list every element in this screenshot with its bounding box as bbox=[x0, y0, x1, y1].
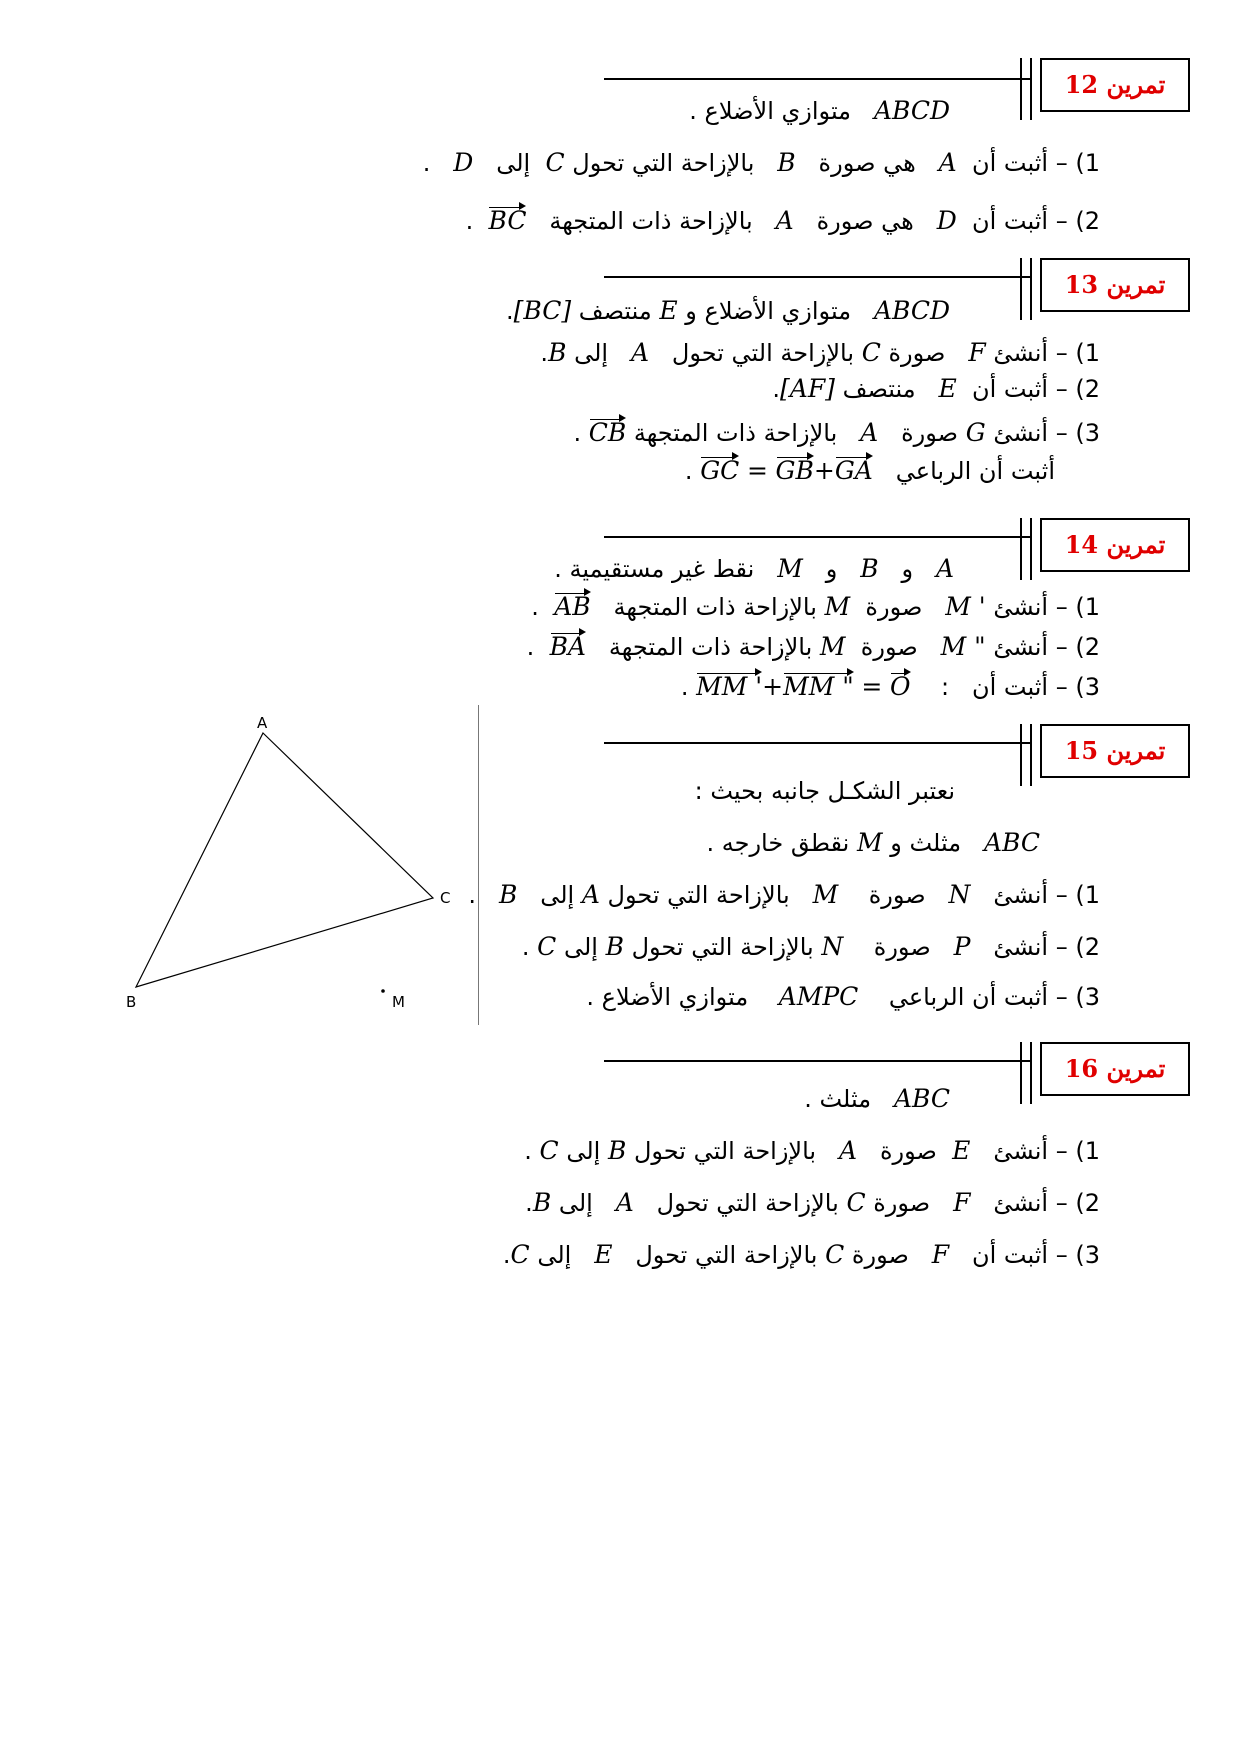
exercise-title-15: تمرين 15 bbox=[1040, 724, 1190, 778]
point-label-m: M bbox=[392, 993, 405, 1011]
figure-separator bbox=[478, 705, 479, 1025]
header-bar bbox=[1030, 724, 1032, 786]
ex12-question-1: 1) – أثبت أن A هي صورة B بالإزاحة التي تحول C إلى D . bbox=[422, 148, 1100, 177]
header-bar bbox=[1020, 518, 1022, 580]
ex16-question-2: 2) – أنشئ F صورة C بالإزاحة التي تحول A إلى B. bbox=[525, 1188, 1100, 1217]
ex15-question-2: 2) – أنشئ P صورة N بالإزاحة التي تحول B إلى C . bbox=[521, 932, 1100, 961]
ex16-intro: ABC مثلث . bbox=[804, 1084, 950, 1113]
header-bar bbox=[1030, 1042, 1032, 1104]
ex14-intro: A و B و M نقط غير مستقيمية . bbox=[554, 554, 954, 583]
vertex-label-a: A bbox=[257, 714, 268, 732]
exercise-title-12: تمرين 12 bbox=[1040, 58, 1190, 112]
ex13-intro: ABCD متوازي الأضلاع و E منتصف [BC]. bbox=[505, 296, 950, 325]
ex15-intro-1: نعتبر الشكـل جانبه بحيث : bbox=[694, 777, 955, 805]
ex14-question-2: 2) – أنشئ M " صورة M بالإزاحة ذات المتجهة BA . bbox=[526, 632, 1100, 661]
ex15-intro-2: ABC مثلث و M نقطق خارجه . bbox=[706, 828, 1040, 857]
vector: CB bbox=[588, 418, 627, 447]
header-rule bbox=[604, 1060, 1030, 1062]
exercise-title-13: تمرين 13 bbox=[1040, 258, 1190, 312]
vertex-label-c: C bbox=[440, 889, 451, 907]
ex12-intro: ABCD متوازي الأضلاع . bbox=[689, 96, 950, 125]
vector: AB bbox=[554, 592, 591, 621]
vector: MM " bbox=[783, 672, 854, 701]
ex14-question-3: 3) – أثبت أن : MM '+MM " = O . bbox=[680, 672, 1100, 701]
header-bar bbox=[1030, 58, 1032, 120]
ex15-question-1: 1) – أنشئ N صورة M بالإزاحة التي تحول A إلى B . bbox=[468, 880, 1100, 909]
header-bar bbox=[1030, 258, 1032, 320]
triangle-abc bbox=[136, 733, 433, 987]
vector: GC bbox=[700, 456, 740, 485]
exercise-title-14: تمرين 14 bbox=[1040, 518, 1190, 572]
point-m bbox=[381, 989, 385, 993]
vector: GA bbox=[834, 456, 873, 485]
vector: O bbox=[890, 672, 911, 701]
ex13-question-1: 1) – أنشئ F صورة C بالإزاحة التي تحول A إلى B. bbox=[540, 338, 1100, 367]
header-bar bbox=[1020, 1042, 1022, 1104]
ex12-question-2: 2) – أثبت أن D هي صورة A بالإزاحة ذات المتجهة BC . bbox=[465, 206, 1100, 235]
ex16-question-3: 3) – أثبت أن F صورة C بالإزاحة التي تحول E إلى C. bbox=[502, 1240, 1100, 1269]
header-rule bbox=[604, 742, 1030, 744]
header-rule bbox=[604, 536, 1030, 538]
header-bar bbox=[1020, 258, 1022, 320]
vector: GB bbox=[775, 456, 814, 485]
vector: BC bbox=[488, 206, 527, 235]
triangle-figure bbox=[100, 710, 470, 1020]
header-rule bbox=[604, 276, 1030, 278]
exercise-title-16: تمرين 16 bbox=[1040, 1042, 1190, 1096]
ex13-question-3b: أثبت أن الرباعي GC = GB+GA . bbox=[684, 456, 1055, 485]
vertex-label-b: B bbox=[126, 993, 137, 1011]
ex16-question-1: 1) – أنشئ E صورة A بالإزاحة التي تحول B إلى C . bbox=[524, 1136, 1100, 1165]
header-bar bbox=[1030, 518, 1032, 580]
header-bar bbox=[1020, 58, 1022, 120]
header-bar bbox=[1020, 724, 1022, 786]
vector: BA bbox=[549, 632, 586, 661]
ex13-question-2: 2) – أثبت أن E منتصف [AF]. bbox=[772, 374, 1100, 403]
header-rule bbox=[604, 78, 1030, 80]
vector: MM ' bbox=[696, 672, 763, 701]
ex15-question-3: 3) – أثبت أن الرباعي AMPC متوازي الأضلاع . bbox=[586, 982, 1100, 1011]
ex14-question-1: 1) – أنشئ M ' صورة M بالإزاحة ذات المتجهة AB . bbox=[531, 592, 1100, 621]
ex13-question-3: 3) – أنشئ G صورة A بالإزاحة ذات المتجهة CB . bbox=[573, 418, 1100, 447]
